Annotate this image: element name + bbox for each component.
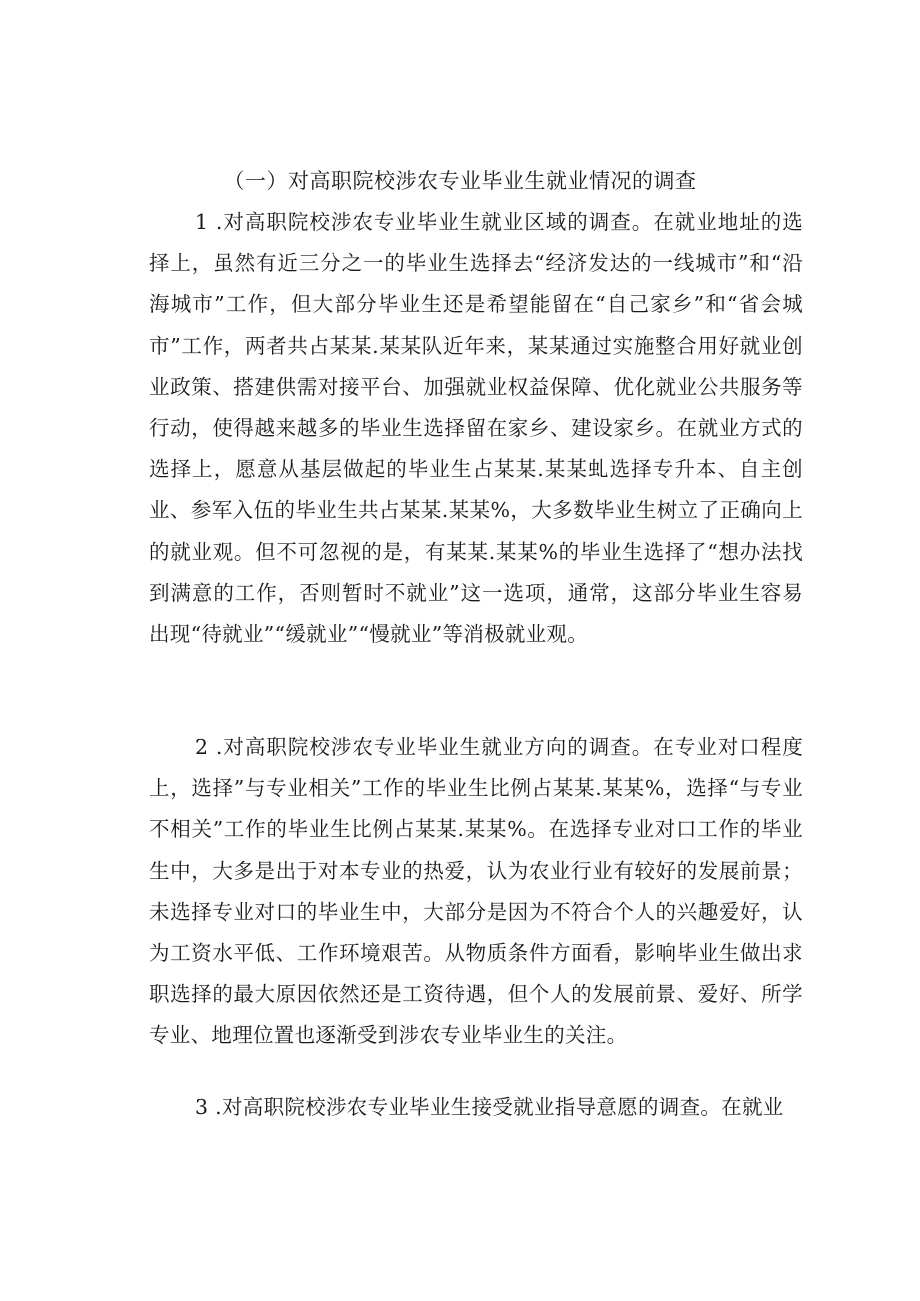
paragraph-1: 1 .对高职院校涉农专业毕业生就业区域的调查。在就业地址的选择上，虽然有近三分之一的毕业生选择去“经济发达的一线城市”和“沿海城市”工作，但大部分毕业生还是希望能留在“自己家乡”和“省会城市”工作，两者共占某某.某某队近年来，某某通过实施整合用好就业创业政策、搭建供需对接平台、加强就业权益保障、优化就业公共服务等行动，使得越来越多的毕业生选择留在家乡、建设家乡。在就业方式的选择上，愿意从基层做起的毕业生占某某.某某虬选择专升本、自主创业、参军入伍的毕业生共占某某.某某%，大多数毕业生树立了正确向上的就业观。但不可忽视的是，有某某.某某%的毕业生选择了“想办法找到满意的工作，否则暂时不就业”这一选项，通常，这部分毕业生容易出现“待就业”“缓就业”“慢就业”等消极就业观。 (149, 210, 803, 647)
paragraph-3: 3 .对高职院校涉农专业毕业生接受就业指导意愿的调查。在就业 (195, 1095, 784, 1119)
paragraph-2: 2 .对高职院校涉农专业毕业生就业方向的调查。在专业对口程度上，选择”与专业相关”工作的毕业生比例占某某.某某%，选择“与专业不相关”工作的毕业生比例占某某.某某%。在选择专业对口工作的毕业生中，大多是出于对本专业的热爱，认为农业行业有较好的发展前景；未选择专业对口的毕业生中，大部分是因为不符合个人的兴趣爱好，认为工资水平低、工作环境艰苦。从物质条件方面看，影响毕业生做出求职选择的最大原因依然还是工资待遇，但个人的发展前景、爱好、所学专业、地理位置也逐渐受到涉农专业毕业生的关注。 (149, 735, 803, 1048)
section-heading: （一）对高职院校涉农专业毕业生就业情况的调查 (223, 169, 697, 193)
